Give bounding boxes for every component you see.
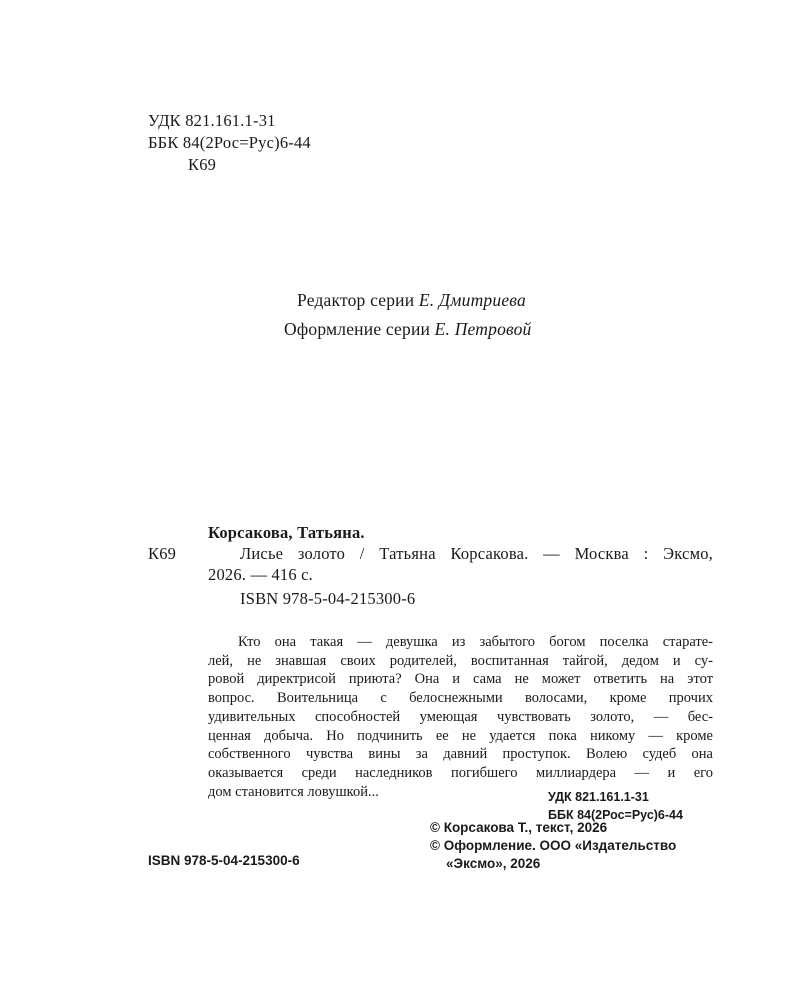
copyright-design: © Оформление. ООО «Издательство [430, 838, 677, 853]
annotation-line: удивительных способностей умеющая чувствовать золото, — бес- [208, 708, 713, 725]
annotation-line: лей, не знавшая своих родителей, воспитанная тайгой, дедом и су- [208, 652, 713, 669]
catalog-title-line: Лисье золото / Татьяна Корсакова. — Москва : Эксмо, [240, 544, 713, 563]
annotation-line: собственного чувства вины за давний проступок. Волею судеб она [208, 746, 713, 763]
series-editor-label: Редактор серии [297, 290, 415, 310]
author-mark: К69 [188, 155, 217, 174]
catalog-code: К69 [148, 544, 177, 563]
series-editor-name: Е. Дмитриева [418, 290, 526, 310]
copyright-design-cont: «Эксмо», 2026 [446, 856, 541, 871]
series-editor [297, 290, 526, 311]
footer-isbn: ISBN 978-5-04-215300-6 [148, 853, 300, 868]
series-design [284, 319, 532, 340]
series-design-name: Е. Петровой [434, 319, 532, 339]
annotation-line: Кто она такая — девушка из забытого богом поселка старате- [238, 634, 713, 650]
catalog-isbn: ISBN 978-5-04-215300-6 [240, 589, 416, 608]
annotation [208, 633, 713, 801]
annotation-line: вопрос. Воительница с белоснежными волосами, кроме прочих [208, 690, 713, 707]
annotation-line: дом становится ловушкой... [208, 783, 379, 800]
annotation-line: оказывается среди наследников погибшего миллиардера — и его [208, 764, 713, 781]
annotation-line: ровой директрисой приюта? Она и сама не может ответить на этот [208, 671, 713, 688]
catalog-imprint-line: 2026. — 416 с. [208, 565, 313, 584]
annotation-line: ценная добыча. Но подчинить ее не удается пока никому — кроме [208, 727, 713, 744]
series-design-label: Оформление серии [284, 319, 431, 339]
catalog-udk: УДК 821.161.1-31 [548, 790, 649, 804]
bbk-code: ББК 84(2Рос=Рус)6-44 [148, 133, 311, 152]
copyright-text: © Корсакова Т., текст, 2026 [430, 820, 608, 835]
catalog-bbk: ББК 84(2Рос=Рус)6-44 [548, 808, 683, 822]
catalog-author: Корсакова, Татьяна. [208, 523, 365, 542]
udk-code: УДК 821.161.1-31 [148, 111, 276, 130]
